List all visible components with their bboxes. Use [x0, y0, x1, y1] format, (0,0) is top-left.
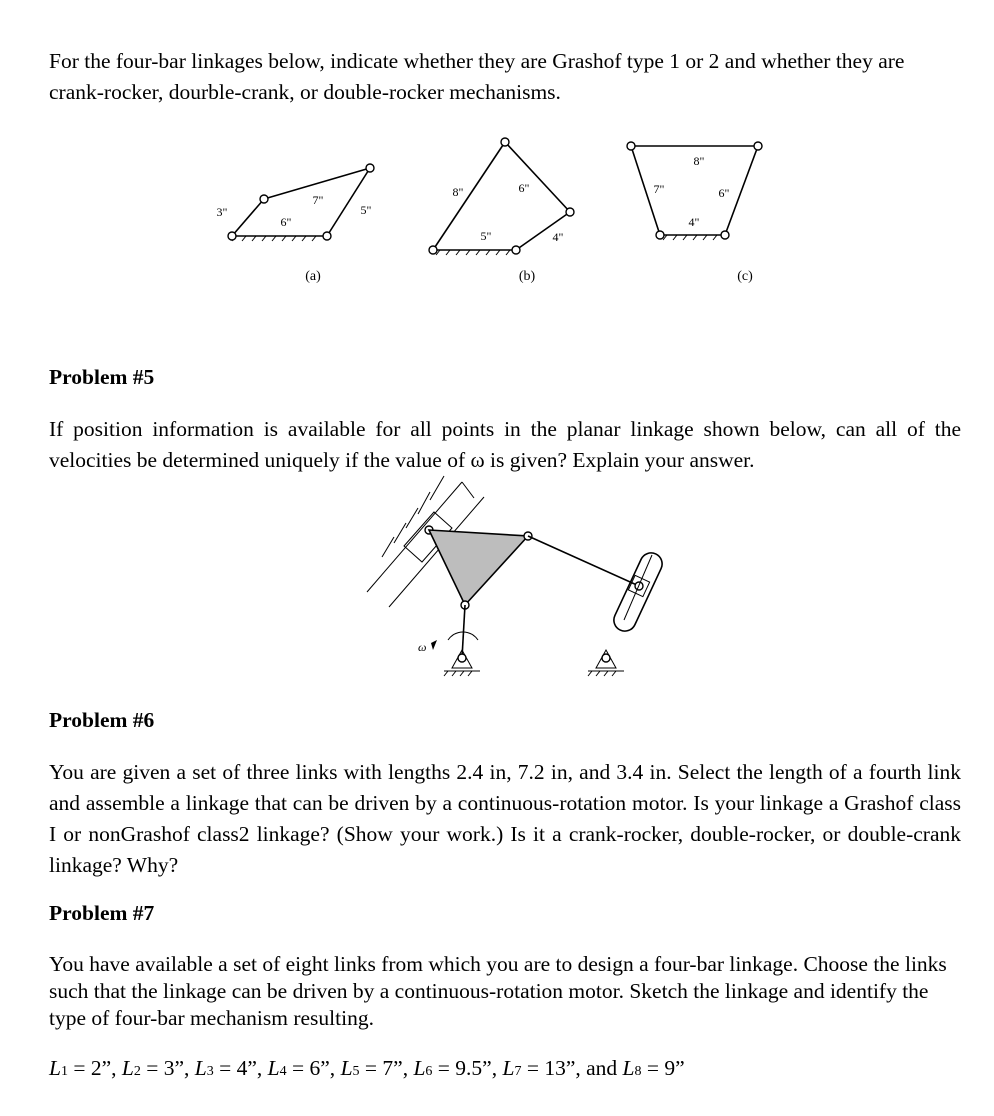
link-conjunction: and — [586, 1056, 618, 1080]
link-l1: L1 = 2”, — [49, 1056, 117, 1080]
link-lengths-list — [49, 1056, 685, 1081]
problem6-text: You are given a set of three links with lengths 2.4 in, 7.2 in, and 3.4 in. Select the length of a fourth link and assemble a linkage that can be driven by a continuous-rotation motor. Is your linkage a Grashof class I or nonGrashof class2 linkage? (Show your work.) Is it a crank-rocker, double-rocker, or double-crank linkage? Why? — [49, 760, 961, 877]
label-c-top: 8" — [693, 154, 705, 168]
slotted-rocker — [610, 549, 665, 634]
coupler-triangle — [429, 530, 528, 605]
intro-text: For the four-bar linkages below, indicate whether they are Grashof type 1 or 2 and whether they are crank-rocker, dourble-crank, or double-rocker mechanisms. — [49, 49, 905, 104]
label-b-top-right: 6" — [518, 181, 530, 195]
caption-a: (a) — [305, 269, 321, 284]
omega-label: ω — [418, 640, 427, 654]
label-c-ground: 4" — [688, 215, 700, 229]
caption-b: (b) — [518, 269, 536, 284]
link-l8: L8 = 9” — [622, 1056, 685, 1080]
label-a-ground-left: 3" — [216, 205, 228, 219]
link-l5: L5 = 7”, — [340, 1056, 409, 1080]
label-c-left: 7" — [653, 182, 665, 196]
link-l6: L6 = 9.5”, — [413, 1056, 498, 1080]
problem7-text: You have available a set of eight links from which you are to design a four-bar linkage. Choose the links such that the linkage can be driven by a continuous-rotation motor. Sketch the linkage and identify the type of four-bar mechanism resulting. — [49, 952, 947, 1030]
problem5-heading: Problem #5 — [49, 365, 155, 389]
link-l3: L3 = 4”, — [194, 1056, 263, 1080]
link-l2: L2 = 3”, — [121, 1056, 190, 1080]
label-b-left: 8" — [452, 185, 464, 199]
label-b-ground: 5" — [480, 229, 492, 243]
caption-c: (c) — [737, 269, 753, 284]
label-a-right: 5" — [360, 203, 372, 217]
label-c-right: 6" — [718, 186, 730, 200]
link-l7: L7 = 13”, — [502, 1056, 581, 1080]
label-a-bottom: 6" — [280, 215, 292, 229]
label-b-right: 4" — [552, 230, 564, 244]
problem6-heading: Problem #6 — [49, 708, 155, 732]
problem7-heading: Problem #7 — [49, 901, 155, 925]
problem5-text: If position information is available for all points in the planar linkage shown below, can all of the velocities be determined uniquely if the value of ω is given? Explain your answer. — [49, 417, 961, 472]
label-a-top: 7" — [312, 193, 324, 207]
link-l4: L4 = 6”, — [267, 1056, 336, 1080]
